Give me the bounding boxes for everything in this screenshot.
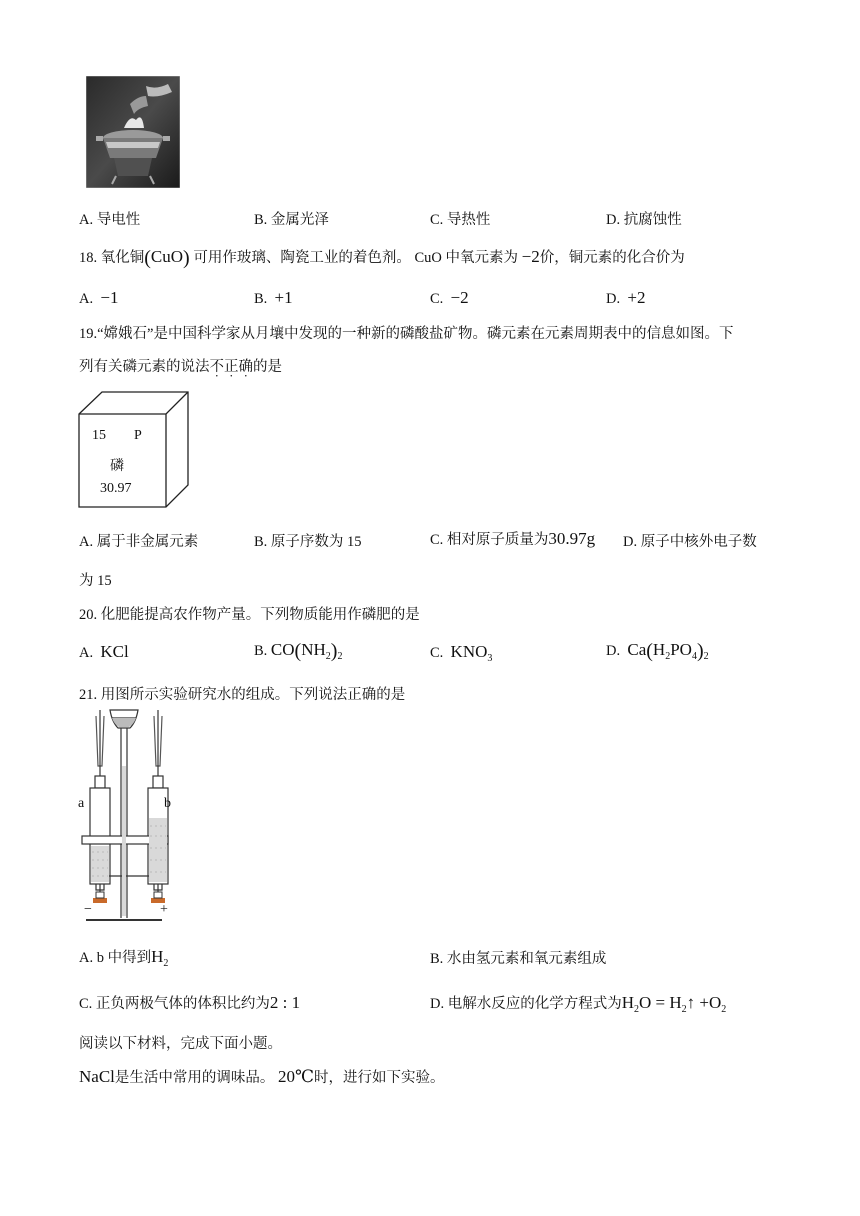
tube-label-b: b xyxy=(164,796,171,811)
option-letter: C. xyxy=(430,291,444,307)
q18-text-3: CuO 中氧元素为 xyxy=(414,250,518,266)
paren-open: ( xyxy=(294,640,302,662)
element-symbol: P xyxy=(134,428,142,443)
q20-option-d[interactable] xyxy=(606,640,709,663)
equation-part: O = H xyxy=(639,993,682,1012)
q19-text: 列有关磷元素的说法 xyxy=(79,359,210,375)
subscript: 2 xyxy=(665,651,671,662)
q21-option-b[interactable]: B. 水由氢元素和氧元素组成 xyxy=(430,951,607,967)
reading-text-end: 时，进行如下实验。 xyxy=(314,1070,445,1086)
formula-part: KNO xyxy=(450,642,488,661)
q19-text-end: 的是 xyxy=(253,359,282,375)
option-value: −1 xyxy=(100,288,119,307)
q18-oxygen-valence: −2 xyxy=(521,247,540,266)
subscript: 3 xyxy=(487,653,493,664)
option-value: 30.97g xyxy=(548,529,596,548)
paren-close: ) xyxy=(183,247,190,269)
option-letter: C. xyxy=(430,645,444,661)
subscript: 2 xyxy=(703,651,709,662)
subscript: 2 xyxy=(721,1004,727,1015)
option-value: +1 xyxy=(274,288,293,307)
q18-option-c[interactable] xyxy=(430,288,469,308)
formula-kcl: KCl xyxy=(100,642,129,661)
tube-label-a: a xyxy=(78,796,85,811)
q20-stem: 20. 化肥能提高农作物产量。下列物质能用作磷肥的是 xyxy=(79,607,420,623)
q19-stem-line2 xyxy=(79,355,282,376)
q18-formula: CuO xyxy=(150,247,184,266)
metal-vessel-photo xyxy=(86,76,180,188)
equation-part: ↑ +O xyxy=(686,993,722,1012)
element-card xyxy=(78,391,190,509)
q18-option-b[interactable] xyxy=(254,288,293,308)
ratio-value: 2 : 1 xyxy=(269,993,301,1012)
option-letter: D. xyxy=(606,291,621,307)
formula-part: H xyxy=(652,640,666,659)
option-letter: D. xyxy=(606,643,621,659)
q21-option-a[interactable] xyxy=(79,946,168,969)
q17-option-a[interactable]: A. 导电性 xyxy=(79,212,141,228)
option-text: C. 相对原子质量为 xyxy=(430,532,549,548)
reading-text: 是生活中常用的调味品。 xyxy=(114,1070,275,1086)
option-letter: A. xyxy=(79,291,94,307)
option-letter: A. xyxy=(79,645,94,661)
q19-option-d-continued: 为 15 xyxy=(79,573,112,589)
option-value: +2 xyxy=(627,288,646,307)
q17-option-b[interactable]: B. 金属光泽 xyxy=(254,212,329,228)
electrolysis-apparatus xyxy=(76,706,176,932)
q18-number: 18. xyxy=(79,250,98,266)
q18-text-1: 氧化铜 xyxy=(100,250,145,266)
q18-text-2: 可用作玻璃、陶瓷工业的着色剂。 xyxy=(193,250,411,266)
q21-option-c[interactable] xyxy=(79,992,300,1013)
emphasis-char: 不 xyxy=(209,359,224,375)
electrode-label-negative: − xyxy=(84,902,92,917)
element-mass: 30.97 xyxy=(100,481,132,496)
q20-option-b[interactable] xyxy=(254,640,342,663)
option-text: C. 正负两极气体的体积比约为 xyxy=(79,996,270,1012)
paren-open: ( xyxy=(646,640,653,662)
option-letter: B. xyxy=(254,291,268,307)
q21-stem: 21. 用图所示实验研究水的组成。下列说法正确的是 xyxy=(79,687,406,703)
option-letter: B. xyxy=(254,643,268,659)
q19-stem-line1: 19.“嫦娥石”是中国科学家从月壤中发现的一种新的磷酸盐矿物。磷元素在元素周期表中的信息如图。下 xyxy=(79,326,734,342)
subscript: 2 xyxy=(163,958,169,969)
temperature-value: 20℃ xyxy=(278,1067,315,1086)
formula-part: H xyxy=(151,947,164,966)
reading-intro: 阅读以下材料，完成下面小题。 xyxy=(79,1036,282,1052)
formula-part: CO xyxy=(270,640,295,659)
q19-option-c[interactable] xyxy=(430,528,595,549)
q18-text-4: 价，铜元素的化合价为 xyxy=(539,250,685,266)
subscript: 2 xyxy=(325,651,331,662)
reading-material xyxy=(79,1066,445,1087)
element-atomic-number: 15 xyxy=(92,428,106,443)
element-name: 磷 xyxy=(110,459,124,474)
option-text: D. 电解水反应的化学方程式为 xyxy=(430,996,622,1012)
electrode-label-positive: + xyxy=(160,902,168,917)
paren-close: ) xyxy=(330,640,338,662)
q18-option-d[interactable] xyxy=(606,288,645,308)
q21-option-d[interactable] xyxy=(430,992,726,1015)
q19-option-b[interactable]: B. 原子序数为 15 xyxy=(254,534,362,550)
subscript: 2 xyxy=(337,651,343,662)
subscript: 2 xyxy=(634,1004,640,1015)
formula-part: NH xyxy=(301,640,326,659)
q19-option-d[interactable]: D. 原子中核外电子数 xyxy=(623,534,757,550)
option-text: A. b 中得到 xyxy=(79,950,152,966)
q20-option-c[interactable] xyxy=(430,642,492,664)
emphasis-char: 确 xyxy=(238,359,253,375)
paren-open: ( xyxy=(144,247,151,269)
q17-option-d[interactable]: D. 抗腐蚀性 xyxy=(606,212,682,228)
subscript: 4 xyxy=(691,651,697,662)
q18-stem xyxy=(79,246,685,270)
q19-option-a[interactable]: A. 属于非金属元素 xyxy=(79,534,199,550)
q17-option-c[interactable]: C. 导热性 xyxy=(430,212,491,228)
equation-part: H xyxy=(621,993,635,1012)
q18-option-a[interactable] xyxy=(79,288,118,308)
subscript: 2 xyxy=(681,1004,687,1015)
q20-option-a[interactable] xyxy=(79,642,129,662)
option-value: −2 xyxy=(450,288,469,307)
formula-part: PO xyxy=(670,640,692,659)
formula-part: Ca xyxy=(627,640,647,659)
emphasis-char: 正 xyxy=(224,359,239,375)
formula-nacl: NaCl xyxy=(79,1067,115,1086)
paren-close: ) xyxy=(696,640,704,662)
